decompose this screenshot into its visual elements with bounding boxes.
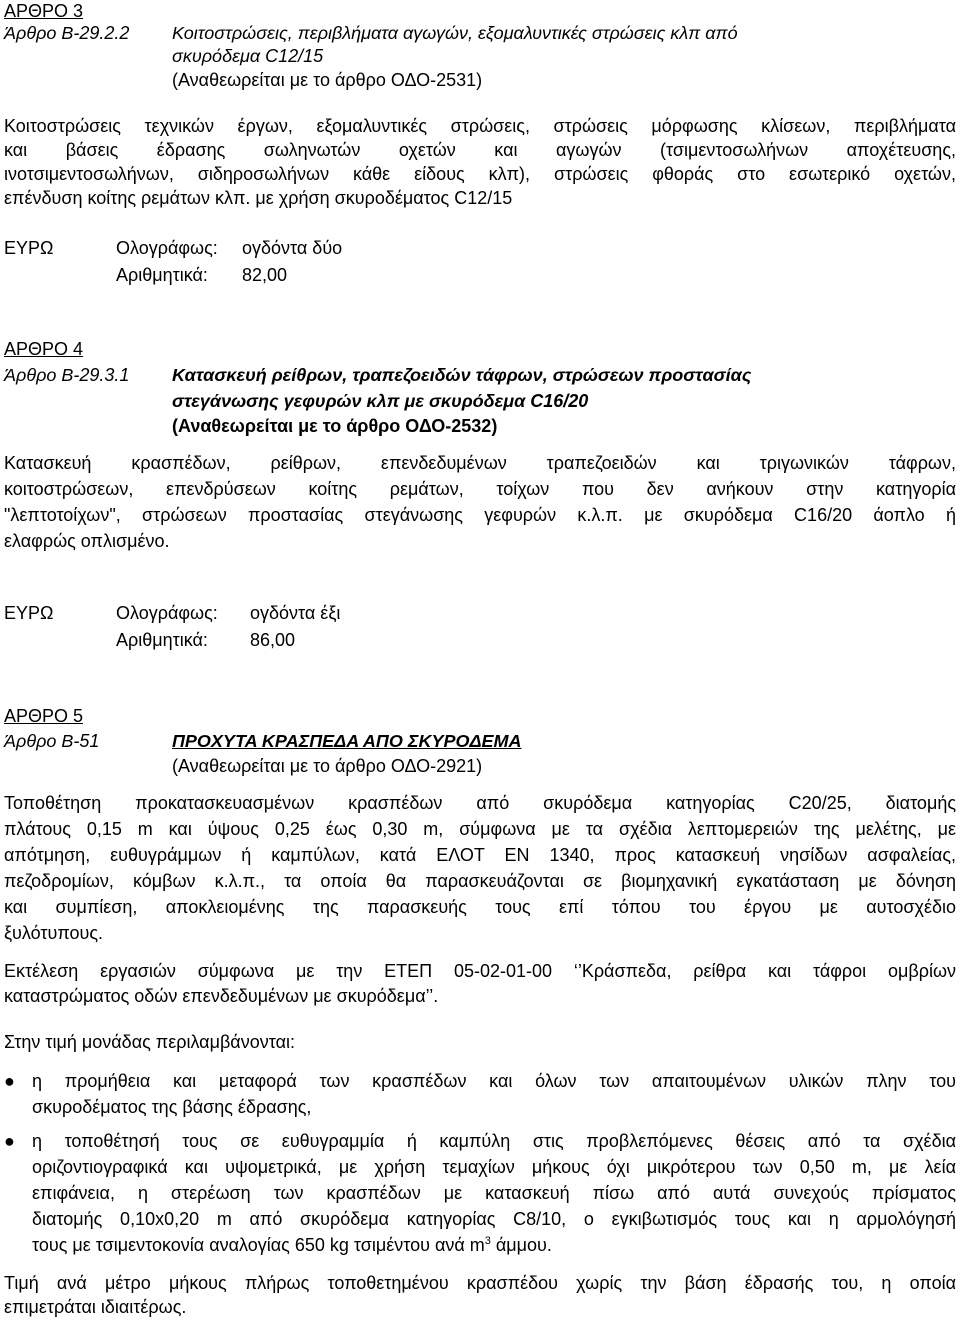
bullet-2-line-3: επιφάνεια, η στερέωση των κρασπέδων με κατασκευή πίσω από αυτά συνεχούς πρίσματος	[32, 1183, 956, 1203]
article-4-revision: (Αναθεωρείται με το άρθρο ΟΔΟ-2532)	[172, 416, 498, 436]
bullet-1-line-2: σκυροδέματος της βάσης έδρασης,	[32, 1097, 312, 1117]
article-5-para-1-line-2: πλάτους 0,15 m και ύψους 0,25 έως 0,30 m, σύμφωνα με τα σχέδια λεπτομερειών της μελέτης, με	[4, 819, 956, 839]
article-4-ref: Άρθρο Β-29.3.1	[4, 365, 130, 385]
article-3-title-line-2: σκυρόδεμα C12/15	[172, 46, 324, 66]
bullet-2-line-4: διατομής 0,10x0,20 m από σκυρόδεμα κατηγορίας C8/10, ο εγκιβωτισμός τους και η αρμολόγησή	[32, 1209, 956, 1229]
article-4-title-line-2: στεγάνωσης γεφυρών κλπ με σκυρόδεμα C16/20	[172, 391, 589, 411]
cubic-superscript: 3	[484, 1235, 491, 1247]
article-4-title-line-1: Κατασκευή ρείθρων, τραπεζοειδών τάφρων, στρώσεων προστασίας	[172, 365, 752, 385]
article-4-body-line-3: "λεπτοτοίχων", στρώσεων προστασίας στεγάνωσης γεφυρών κ.λ.π. με σκυρόδεμα C16/20 άοπλο ή	[4, 505, 956, 525]
bullet-2-glyph: ●	[4, 1131, 15, 1151]
bullet-2-line-1: η τοποθέτησή τους σε ευθυγραμμία ή καμπύλη στις προβλεπόμενες θέσεις από τα σχέδια	[32, 1131, 956, 1151]
article-4-words-value: ογδόντα έξι	[250, 603, 341, 623]
article-4-body-line-4: ελαφρώς οπλισμένο.	[4, 531, 170, 551]
article-5-para-1-line-6: ξυλότυπους.	[4, 923, 104, 943]
article-3-words-label: Ολογράφως:	[116, 238, 218, 258]
bullet-1-line-1: η προμήθεια και μεταφορά των κρασπέδων και όλων των απαιτουμένων υλικών πλην του	[32, 1071, 956, 1091]
article-5-ref: Άρθρο Β-51	[4, 731, 100, 751]
bullet-2-line-5	[32, 1234, 552, 1256]
article-5-para-1-line-3: απότμηση, ευθυγράμμων ή καμπύλων, κατά ΕΛΟΤ ΕΝ 1340, προς κατασκευή νησίδων ασφαλείας,	[4, 845, 956, 865]
article-5-para-4-line-1: Τιμή ανά μέτρο μήκους πλήρως τοποθετημένου κρασπέδου χωρίς την βάση έδρασής του, η οποία	[4, 1273, 956, 1293]
article-4-body-line-1: Κατασκευή κρασπέδων, ρείθρων, επενδεδυμένων τραπεζοειδών και τριγωνικών τάφρων,	[4, 453, 956, 473]
article-4-currency: ΕΥΡΩ	[4, 603, 54, 623]
article-3-revision: (Αναθεωρείται με το άρθρο ΟΔΟ-2531)	[172, 70, 483, 90]
article-3-body-line-2: και βάσεις έδρασης σωληνωτών οχετών και αγωγών (τσιμεντοσωλήνων αποχέτευσης,	[4, 140, 956, 160]
article-3-ref: Άρθρο Β-29.2.2	[4, 23, 130, 43]
article-5-para-1-line-4: πεζοδρομίων, κόμβων κ.λ.π., τα οποία θα παρασκευάζονται σε βιομηχανική εγκατάσταση με δόνηση	[4, 871, 956, 891]
article-3-number-value: 82,00	[242, 265, 288, 285]
article-3-number-label: Αριθμητικά:	[116, 265, 208, 285]
article-5-heading: ΑΡΘΡΟ 5	[4, 706, 84, 726]
article-4-number-label: Αριθμητικά:	[116, 630, 208, 650]
bullet-2-line-5-text: τους με τσιμεντοκονία αναλογίας 650 kg τσιμέντου ανά m	[32, 1235, 485, 1255]
article-5-para-2-line-1: Εκτέλεση εργασιών σύμφωνα με την ΕΤΕΠ 05-02-01-00 ‘’Κράσπεδα, ρείθρα και τάφροι ομβρίων	[4, 961, 956, 981]
article-3-words-value: ογδόντα δύο	[242, 238, 343, 258]
bullet-1-glyph: ●	[4, 1071, 15, 1091]
article-3-heading: ΑΡΘΡΟ 3	[4, 1, 84, 21]
article-5-para-4-line-2: επιμετράται ιδιαιτέρως.	[4, 1297, 187, 1317]
article-3-body-line-4: επένδυση κοίτης ρεμάτων κλπ. με χρήση σκυροδέματος C12/15	[4, 188, 513, 208]
article-5-para-3: Στην τιμή μονάδας περιλαμβάνονται:	[4, 1032, 295, 1052]
article-5-title: ΠΡΟΧΥΤΑ ΚΡΑΣΠΕΔΑ ΑΠΟ ΣΚΥΡΟΔΕΜΑ	[172, 731, 522, 751]
article-3-body-line-3: ινοτσιμεντοσωλήνων, σιδηροσωλήνων κάθε είδους κλπ), στρώσεις φθοράς στο εσωτερικό οχετών,	[4, 164, 956, 184]
article-4-words-label: Ολογράφως:	[116, 603, 218, 623]
article-3-currency: ΕΥΡΩ	[4, 238, 54, 258]
article-4-heading: ΑΡΘΡΟ 4	[4, 339, 84, 359]
article-4-number-value: 86,00	[250, 630, 296, 650]
article-4-body-line-2: κοιτοστρώσεων, επενδρύσεων κοίτης ρεμάτων, τοίχων που δεν ανήκουν στην κατηγορία	[4, 479, 956, 499]
article-5-para-1-line-5: και συμπίεση, αποκλειομένης της παρασκευής τους επί τόπου του έργου με αυτοσχέδιο	[4, 897, 956, 917]
bullet-2-line-5-tail: άμμου.	[490, 1235, 552, 1255]
article-5-para-2-line-2: καταστρώματος οδών επενδεδυμένων με σκυρόδεμα’’.	[4, 986, 439, 1006]
article-5-para-1-line-1: Τοποθέτηση προκατασκευασμένων κρασπέδων από σκυρόδεμα κατηγορίας C20/25, διατομής	[4, 793, 956, 813]
article-5-revision: (Αναθεωρείται με το άρθρο ΟΔΟ-2921)	[172, 756, 483, 776]
bullet-2-line-2: οριζοντιογραφικά και υψομετρικά, με χρήση τεμαχίων μήκους όχι μικρότερου των 0,50 m, με λεία	[32, 1157, 956, 1177]
article-3-title-line-1: Κοιτοστρώσεις, περιβλήματα αγωγών, εξομαλυντικές στρώσεις κλπ από	[172, 23, 738, 43]
article-3-body-line-1: Κοιτοστρώσεις τεχνικών έργων, εξομαλυντικές στρώσεις, στρώσεις μόρφωσης κλίσεων, περιβλήματα	[4, 116, 956, 136]
